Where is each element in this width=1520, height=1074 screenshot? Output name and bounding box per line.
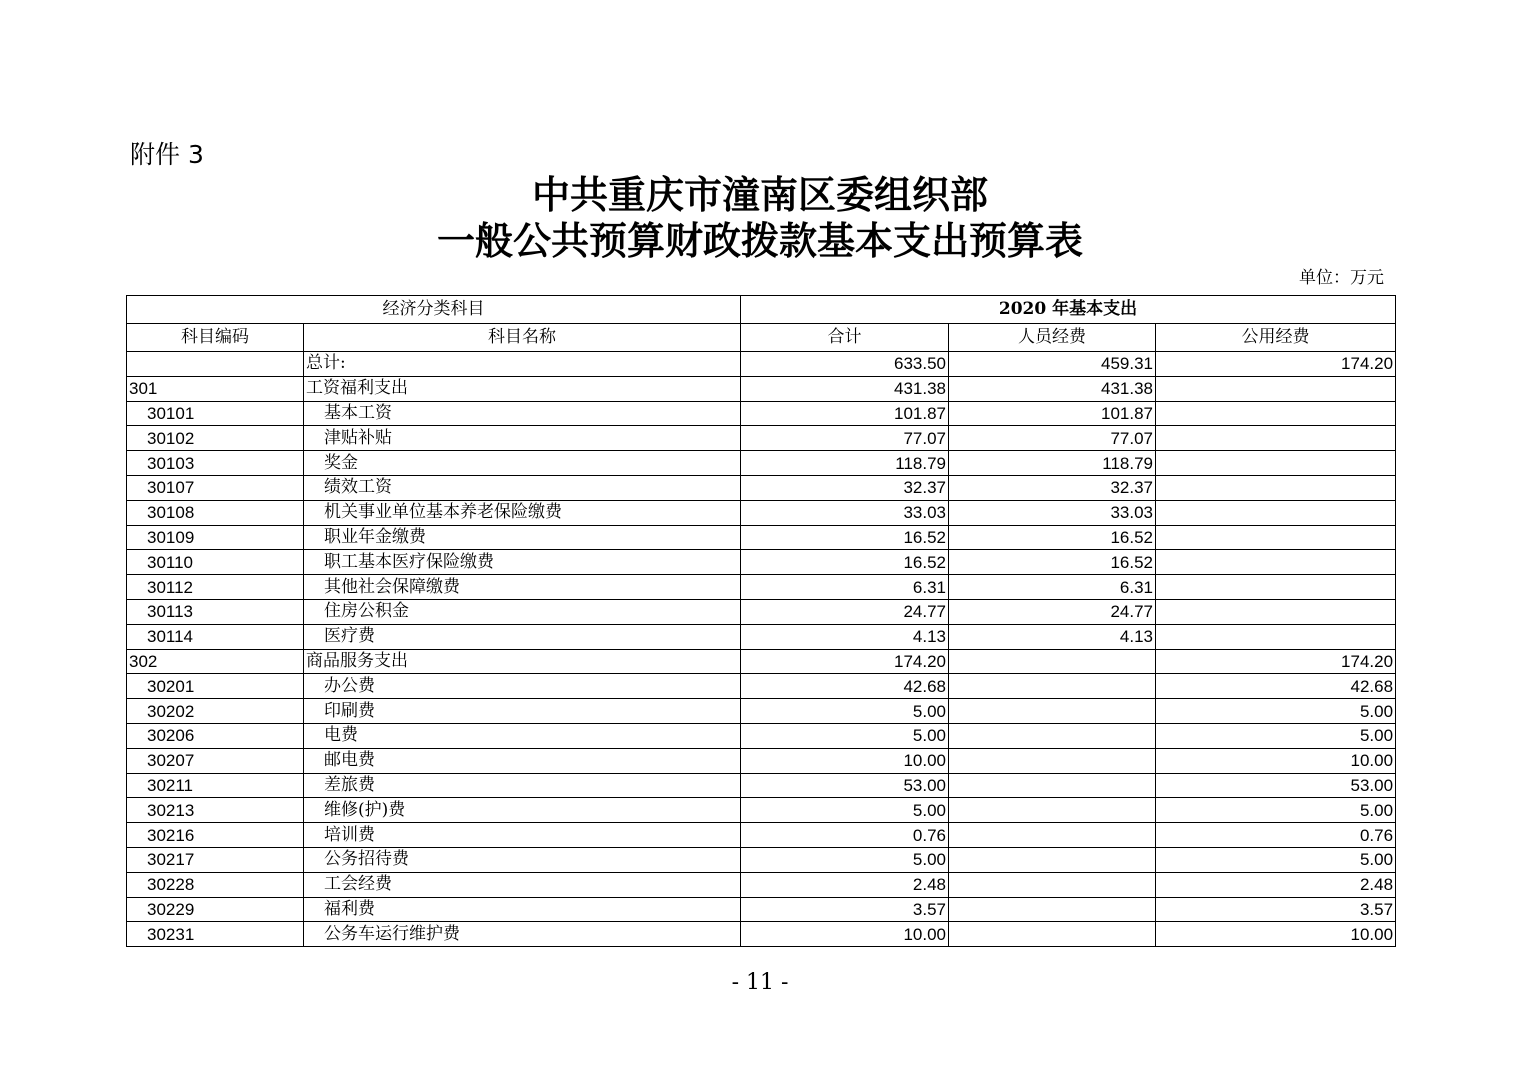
budget-table [126,295,1396,947]
cell-public: 42.68 [1156,674,1396,699]
cell-name: 绩效工资 [304,475,741,500]
table-row [127,773,1396,798]
cell-total: 5.00 [741,723,949,748]
cell-personnel: 33.03 [949,500,1156,525]
cell-public [1156,575,1396,600]
cell-total: 16.52 [741,525,949,550]
cell-name: 工资福利支出 [304,376,741,401]
cell-public [1156,451,1396,476]
cell-public: 174.20 [1156,649,1396,674]
table-row [127,649,1396,674]
cell-total: 0.76 [741,823,949,848]
cell-name: 津贴补贴 [304,426,741,451]
cell-code: 30202 [127,699,304,724]
cell-name: 邮电费 [304,748,741,773]
header-total: 合计 [741,324,949,352]
cell-code: 30211 [127,773,304,798]
cell-code: 30101 [127,401,304,426]
cell-public: 5.00 [1156,798,1396,823]
header-public: 公用经费 [1156,324,1396,352]
cell-code: 302 [127,649,304,674]
cell-total: 3.57 [741,897,949,922]
cell-public [1156,550,1396,575]
cell-code: 30113 [127,599,304,624]
cell-public [1156,624,1396,649]
cell-public [1156,426,1396,451]
cell-name: 总计: [304,352,741,377]
header-basic-expenditure-2020: 2020 年基本支出 [741,296,1396,324]
cell-name: 职工基本医疗保险缴费 [304,550,741,575]
cell-public: 2.48 [1156,872,1396,897]
cell-name: 医疗费 [304,624,741,649]
table-row [127,426,1396,451]
cell-name: 工会经费 [304,872,741,897]
cell-name: 奖金 [304,451,741,476]
cell-personnel: 459.31 [949,352,1156,377]
table-row [127,575,1396,600]
cell-personnel [949,872,1156,897]
cell-code: 30103 [127,451,304,476]
cell-personnel: 24.77 [949,599,1156,624]
cell-personnel [949,847,1156,872]
cell-code: 30229 [127,897,304,922]
header-code: 科目编码 [127,324,304,352]
cell-public: 3.57 [1156,897,1396,922]
cell-code: 30207 [127,748,304,773]
cell-personnel: 32.37 [949,475,1156,500]
cell-code: 30201 [127,674,304,699]
cell-name: 公务招待费 [304,847,741,872]
cell-total: 77.07 [741,426,949,451]
cell-personnel [949,897,1156,922]
cell-code [127,352,304,377]
cell-public: 5.00 [1156,847,1396,872]
table-row [127,897,1396,922]
cell-personnel: 101.87 [949,401,1156,426]
cell-personnel [949,699,1156,724]
cell-personnel: 16.52 [949,525,1156,550]
document-title-line2: 一般公共预算财政拨款基本支出预算表 [436,218,1083,263]
header-economic-category: 经济分类科目 [127,296,741,324]
cell-name: 办公费 [304,674,741,699]
table-row [127,475,1396,500]
table-row [127,748,1396,773]
cell-code: 30114 [127,624,304,649]
cell-personnel [949,723,1156,748]
cell-public [1156,475,1396,500]
cell-personnel: 16.52 [949,550,1156,575]
cell-code: 30109 [127,525,304,550]
table-row [127,451,1396,476]
cell-total: 5.00 [741,847,949,872]
cell-public: 53.00 [1156,773,1396,798]
cell-name: 差旅费 [304,773,741,798]
cell-public [1156,525,1396,550]
cell-total: 42.68 [741,674,949,699]
cell-public [1156,401,1396,426]
table-row [127,674,1396,699]
cell-name: 住房公积金 [304,599,741,624]
cell-name: 电费 [304,723,741,748]
table-row [127,500,1396,525]
table-header-group-row [127,296,1396,324]
cell-total: 53.00 [741,773,949,798]
table-row [127,599,1396,624]
cell-name: 培训费 [304,823,741,848]
cell-code: 30217 [127,847,304,872]
cell-name: 公务车运行维护费 [304,922,741,947]
table-row [127,550,1396,575]
cell-total: 33.03 [741,500,949,525]
cell-personnel [949,773,1156,798]
cell-personnel: 6.31 [949,575,1156,600]
cell-total: 5.00 [741,699,949,724]
cell-total: 32.37 [741,475,949,500]
header-name: 科目名称 [304,324,741,352]
cell-personnel [949,798,1156,823]
cell-personnel [949,674,1156,699]
cell-personnel [949,922,1156,947]
cell-public: 10.00 [1156,748,1396,773]
unit-label: 单位：万元 [1299,268,1384,288]
document-title-line1: 中共重庆市潼南区委组织部 [531,172,988,217]
cell-code: 30107 [127,475,304,500]
cell-public [1156,500,1396,525]
table-row [127,624,1396,649]
cell-code: 30213 [127,798,304,823]
cell-public: 5.00 [1156,699,1396,724]
cell-personnel [949,823,1156,848]
table-body [127,352,1396,947]
cell-total: 118.79 [741,451,949,476]
cell-total: 6.31 [741,575,949,600]
cell-name: 其他社会保障缴费 [304,575,741,600]
page-number: - 11 - [731,970,789,995]
cell-code: 30112 [127,575,304,600]
cell-total: 633.50 [741,352,949,377]
table-row [127,823,1396,848]
cell-name: 商品服务支出 [304,649,741,674]
cell-total: 10.00 [741,748,949,773]
cell-code: 30110 [127,550,304,575]
table-row [127,723,1396,748]
cell-code: 30216 [127,823,304,848]
cell-total: 5.00 [741,798,949,823]
cell-name: 基本工资 [304,401,741,426]
cell-total: 174.20 [741,649,949,674]
table-row [127,401,1396,426]
cell-public [1156,599,1396,624]
table-row [127,872,1396,897]
cell-code: 30231 [127,922,304,947]
header-personnel: 人员经费 [949,324,1156,352]
cell-code: 30206 [127,723,304,748]
cell-total: 2.48 [741,872,949,897]
cell-public: 0.76 [1156,823,1396,848]
table-row [127,922,1396,947]
attachment-label: 附件 3 [130,140,204,169]
table-row [127,699,1396,724]
cell-public: 5.00 [1156,723,1396,748]
cell-code: 30228 [127,872,304,897]
cell-personnel [949,649,1156,674]
cell-total: 4.13 [741,624,949,649]
table-row [127,352,1396,377]
cell-personnel [949,748,1156,773]
cell-personnel: 431.38 [949,376,1156,401]
cell-name: 职业年金缴费 [304,525,741,550]
cell-public [1156,376,1396,401]
cell-code: 30108 [127,500,304,525]
cell-name: 印刷费 [304,699,741,724]
cell-personnel: 118.79 [949,451,1156,476]
cell-name: 福利费 [304,897,741,922]
table-row [127,525,1396,550]
cell-total: 24.77 [741,599,949,624]
cell-code: 30102 [127,426,304,451]
cell-name: 机关事业单位基本养老保险缴费 [304,500,741,525]
cell-total: 101.87 [741,401,949,426]
table-row [127,847,1396,872]
cell-personnel: 77.07 [949,426,1156,451]
cell-total: 10.00 [741,922,949,947]
cell-code: 301 [127,376,304,401]
cell-public: 174.20 [1156,352,1396,377]
cell-total: 431.38 [741,376,949,401]
table-header-row [127,324,1396,352]
table-row [127,376,1396,401]
cell-total: 16.52 [741,550,949,575]
table-row [127,798,1396,823]
cell-personnel: 4.13 [949,624,1156,649]
cell-public: 10.00 [1156,922,1396,947]
cell-name: 维修(护)费 [304,798,741,823]
